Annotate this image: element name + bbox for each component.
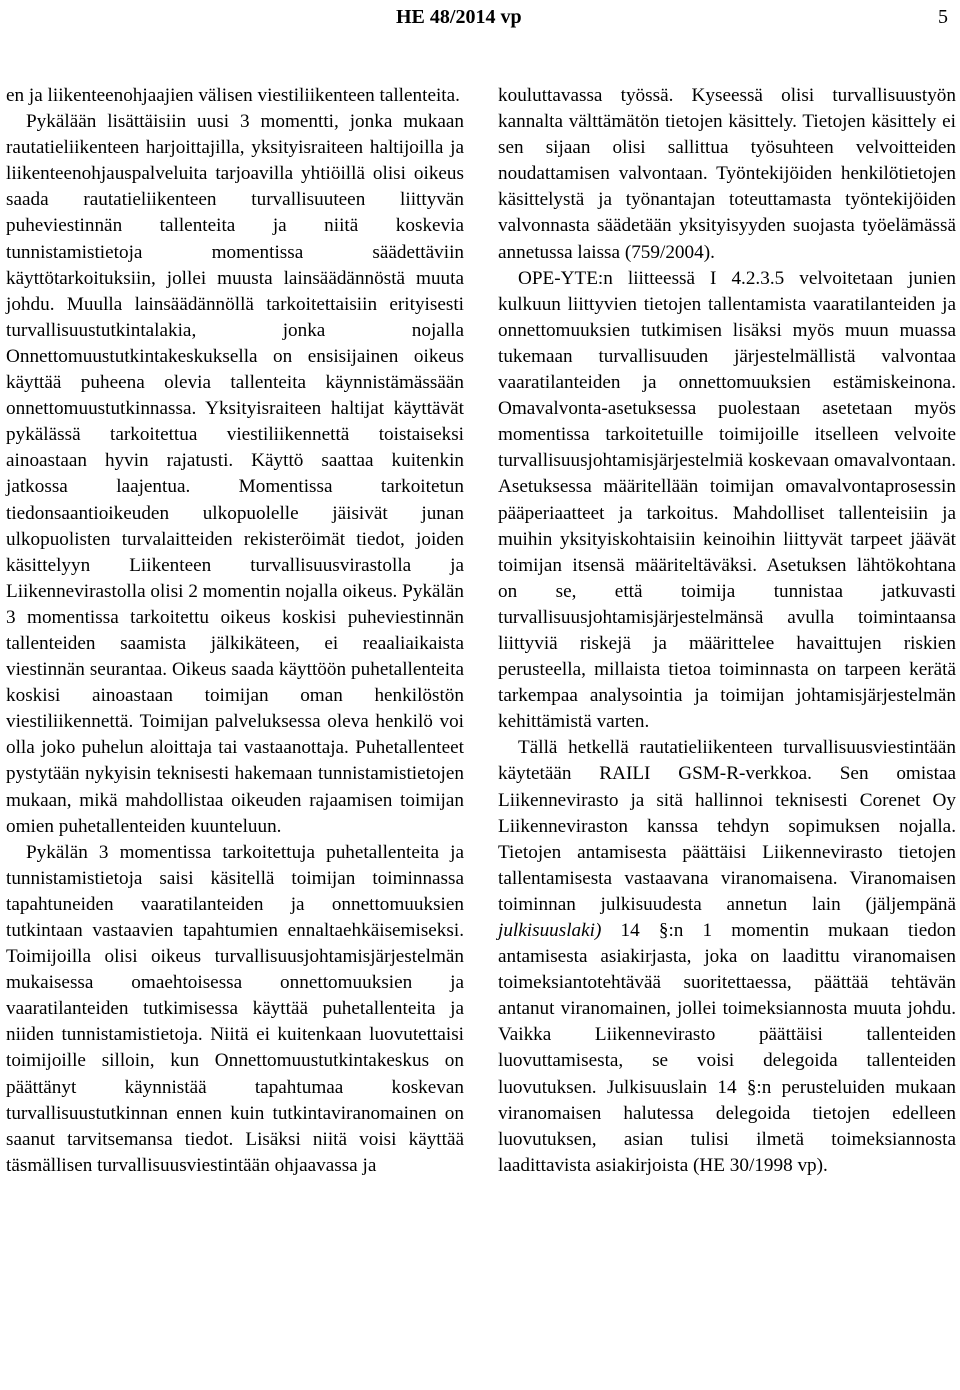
page-number: 5 bbox=[938, 6, 948, 28]
italic-term: julkisuuslaki) bbox=[498, 920, 602, 941]
paragraph: Pykälään lisättäisiin uusi 3 momentti, jonka mukaan rautatieliikenteen harjoittajilla, yksityisraiteen haltijoilla ja liikenteenohjauspalveluita tarjoavilla yhtiöillä olisi oikeus saada rautatieliikenteen turvallisuuteen liittyvän puheviestinnän tallenteita ja niitä koskevia tunnistamistietoja momentissa säädettäviin käyttötarkoituksiin, jollei muusta lainsäädännöstä muuta johdu. Muulla lainsäädännöllä tarkoitettaisiin erityisesti turvallisuustutkintalakia, jonka nojalla Onnettomuustutkintakeskuksella on ensisijainen oikeus käyttää puheena olevia tallenteita käynnistämässään onnettomuustutkinnassa. Yksityisraiteen haltijat käyttävät pykälässä tarkoitettua viestiliikennettä toistaiseksi ainoastaan hyvin rajatusti. Käyttö saattaa kuitenkin jatkossa laajentua. Momentissa tarkoitetun tiedonsaantioikeuden ulkopuolelle jäisivät junan ulkopuolisten turvalaitteiden rekisteröimät tiedot, joiden käsittelyyn Liikenteen turvallisuusvirastolla ja Liikennevirastolla olisi 2 momentin nojalla oikeus. Pykälän 3 momentissa tarkoitettu oikeus koskisi puheviestinnän tallenteiden saamista jälkikäteen, ei reaaliaikaista viestinnän seurantaa. Oikeus saada käyttöön puhetallenteita koskisi ainoastaan toimijan oman henkilöstön viestiliikennettä. Toimijan palveluksessa oleva henkilö voi olla joko puhelun aloittaja tai vastaanottaja. Puhetallenteet pystytään nykyisin teknisesti hakemaan tunnistamistietojen mukaan, mikä mahdollistaa oikeuden rajaamisen toimijan omien puhetallenteiden kuunteluun. bbox=[6, 111, 464, 837]
right-column bbox=[498, 83, 956, 1179]
paragraph-continuation: en ja liikenteenohjaajien välisen viestiliikenteen tallenteita. bbox=[6, 85, 460, 106]
paragraph bbox=[498, 735, 956, 1179]
text-run: 14 §:n 1 momentin mukaan tiedon antamisesta asiakirjasta, joka on laadittu viranomaisen toimeksiantotehtävää suoritettaessa, päättää tehtävän antanut viranomainen, jollei toimeksiannosta muuta johdu. Vaikka Liikennevirasto päättäisi tallenteiden luovuttamisesta, se voisi delegoida tallenteiden luovutuksen. Julkisuuslain 14 §:n perusteluiden mukaan viranomaisen halutessa delegoida tietojen edelleen luovutuksen, asian tulisi ilmetä toimeksiannosta laadittavista asiakirjoista (HE 30/1998 vp). bbox=[498, 920, 956, 1176]
page-header bbox=[0, 4, 960, 34]
paragraph-continuation: kouluttavassa työssä. Kyseessä olisi turvallisuustyön kannalta välttämätön tietojen käsittely. Tietojen käsittely ei sen sijaan olisi sallittua työsuhteen velvoitteiden noudattamisen valvontaan. Työntekijöiden henkilötietojen käsittelystä ja työnantajan toteuttamasta työntekijöiden valvonnasta säädetään yksityisyyden suojasta työelämässä annetussa laissa (759/2004). bbox=[498, 85, 956, 263]
left-column bbox=[6, 83, 464, 1179]
paragraph: Pykälän 3 momentissa tarkoitettuja puhetallenteita ja tunnistamistietoja saisi käsitellä toimijan toiminnassa tapahtuneiden vaaratilanteiden ja onnettomuuksien tutkintaan vastaavien tapahtumien ennaltaehkäisemiseksi. Toimijoilla olisi oikeus turvallisuusjohtamisjärjestelmän mukaisessa omaehtoisessa onnettomuuksien ja vaaratilanteiden tutkimisessa käyttää puhetallenteita ja niiden tunnistamistietoja. Niitä ei kuitenkaan luovutettaisi toimijoille silloin, kun Onnettomuustutkintakeskus on päättänyt käynnistää tapahtumaa koskevan turvallisuustutkinnan ennen kuin tutkintaviranomainen on saanut tarvitsemansa tiedot. Lisäksi niitä voisi käyttää täsmällisen turvallisuusviestintään ohjaavassa ja bbox=[6, 841, 464, 1176]
paragraph: OPE-YTE:n liitteessä I 4.2.3.5 velvoitetaan junien kulkuun liittyvien tietojen tallentamista vaaratilanteiden ja onnettomuuksien tutkimisen lisäksi myös muun muassa tukemaan turvallisuuden järjestelmällistä valvontaa vaaratilanteiden ja onnettomuuksien estämiskeinona. Omavalvonta-asetuksessa puolestaan asetetaan myös momentissa tarkoitetuille toimijoille itselleen velvoite turvallisuusjohtamisjärjestelmiä koskevaan omavalvontaan. Asetuksessa määritellään toimijan omavalvontaprosessin pääperiaatteet ja tarkoitus. Mahdolliset tallenteisiin ja muihin yksityiskohtaisiin keinoihin liittyvät tarpeet jäävät toimijan itsensä määriteltäväksi. Asetuksen lähtökohtana on se, että toimija tunnistaa jatkuvasti turvallisuusjohtamisjärjestelmänsä avulla toimintaansa liittyviä riskejä ja määrittelee havaittujen riskien perusteella, millaista tietoa toiminnasta on tarpeen kerätä tarkempaa analysointia ja toimijan johtamisjärjestelmän kehittämistä varten. bbox=[498, 267, 956, 733]
text-run: Tällä hetkellä rautatieliikenteen turvallisuusviestintään käytetään RAILI GSM-R-verkkoa. Sen omistaa Liikennevirasto ja sitä hallinnoi teknisesti Corenet Oy Liikenneviraston kanssa tehdyn sopimuksen nojalla. Tietojen antamisesta päättäisi Liikennevirasto tietojen tallentamisesta vastaavana viranomaisena. Viranomaisen toiminnan julkisuudesta annetun lain (jäljempänä bbox=[498, 737, 956, 915]
document-id: HE 48/2014 vp bbox=[396, 6, 522, 28]
